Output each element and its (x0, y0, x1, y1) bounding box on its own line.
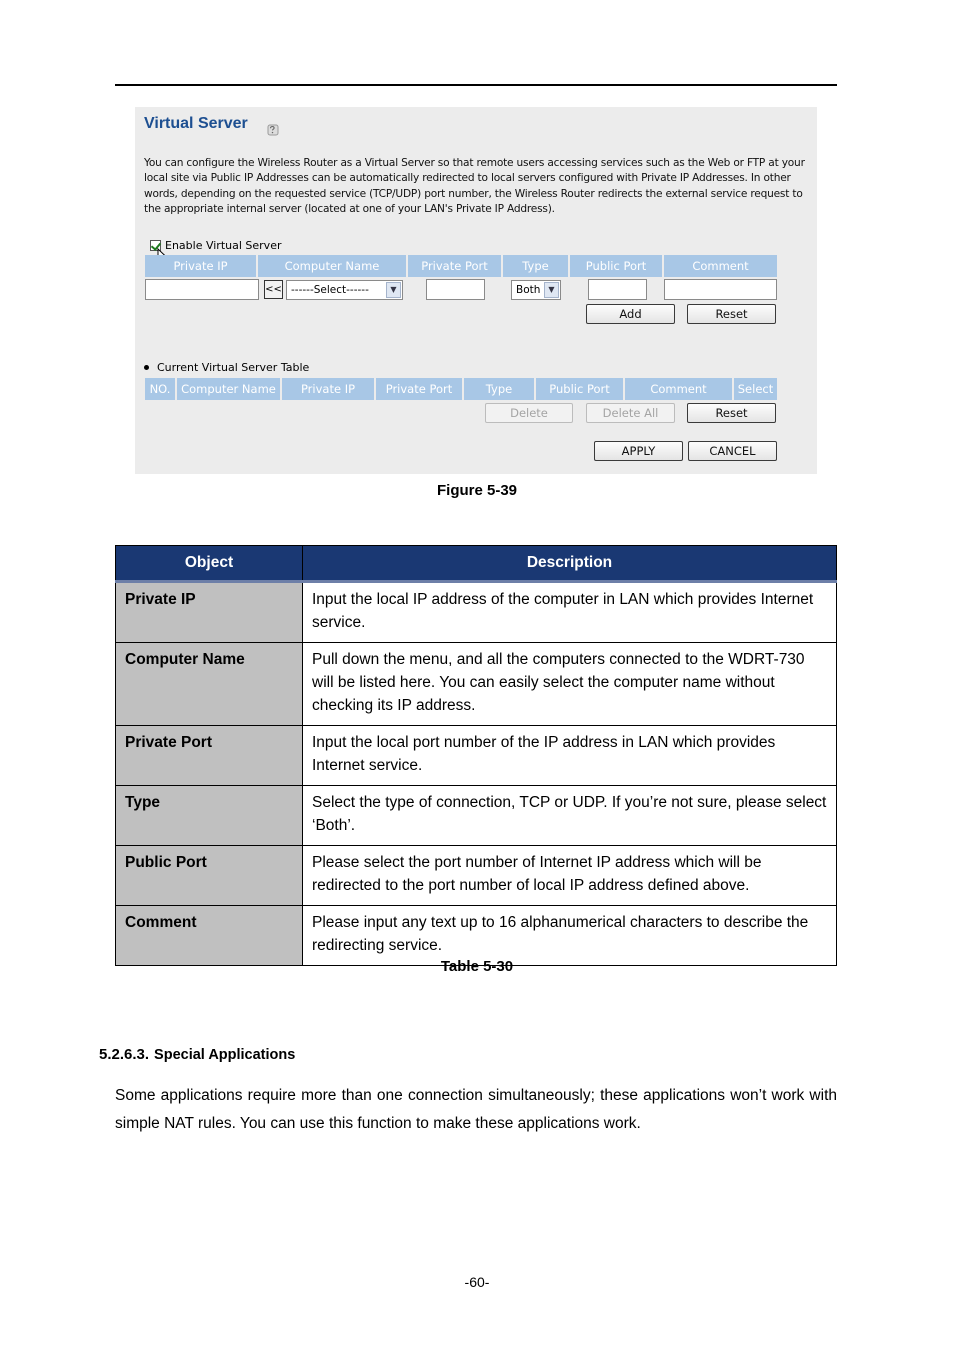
page-number: -60- (464, 1274, 490, 1290)
section-heading (99, 1046, 295, 1063)
private-ip-input[interactable] (145, 279, 259, 300)
public-port-input[interactable] (588, 279, 647, 300)
help-icon[interactable] (265, 122, 279, 136)
description-cell: Input the local IP address of the computer in LAN which provides Internet service. (303, 582, 837, 643)
col-no: NO. (145, 378, 177, 400)
type-value: Both (516, 284, 541, 296)
computer-name-value: ------Select------ (291, 284, 369, 296)
col-private-ip: Private IP (145, 255, 258, 277)
col-private-port: Private Port (376, 378, 464, 400)
cancel-button[interactable]: CANCEL (688, 441, 777, 461)
object-cell: Computer Name (116, 643, 303, 726)
figure-caption: Figure 5-39 (436, 482, 518, 499)
apply-button[interactable]: APPLY (594, 441, 683, 461)
section-number: 5.2.6.3. (99, 1046, 150, 1063)
col-comment: Comment (625, 378, 734, 400)
private-port-input[interactable] (426, 279, 485, 300)
header-object: Object (116, 546, 303, 582)
bullet-icon (144, 365, 149, 370)
table-caption: Table 5-30 (440, 958, 514, 975)
col-private-ip: Private IP (282, 378, 376, 400)
delete-button[interactable]: Delete (485, 403, 573, 423)
object-cell: Private Port (116, 726, 303, 786)
virtual-server-screenshot (135, 107, 817, 474)
description-cell: Input the local port number of the IP address in LAN which provides Internet service. (303, 726, 837, 786)
section-title: Special Applications (154, 1047, 296, 1063)
table-row (116, 786, 837, 846)
reset-table-button[interactable]: Reset (687, 403, 776, 423)
copy-name-button[interactable]: << (264, 280, 283, 299)
current-table-title: Current Virtual Server Table (144, 361, 309, 374)
table-row (116, 643, 837, 726)
col-comment: Comment (664, 255, 777, 277)
chevron-down-icon: ▼ (386, 282, 401, 298)
chevron-down-icon: ▼ (544, 282, 559, 298)
comment-input[interactable] (664, 279, 777, 300)
table-row (116, 582, 837, 643)
reset-button[interactable]: Reset (687, 304, 776, 324)
current-table-header-row (145, 378, 777, 400)
intro-text: You can configure the Wireless Router as a Virtual Server so that remote users accessing services such as the Web or FTP at your local site via Public IP Addresses can be automatically redirected to local servers configured with Private IP Addresses. In other words, depending on the requested service (TCP/UDP) port number, the Wireless Router redirects the external service request to the appropriate internal server (located at one of your LAN's Private IP Address). (144, 157, 805, 216)
table-row (116, 726, 837, 786)
object-cell: Type (116, 786, 303, 846)
col-public-port: Public Port (570, 255, 664, 277)
col-computer-name: Computer Name (258, 255, 408, 277)
type-select[interactable] (511, 280, 561, 300)
table-row (116, 846, 837, 906)
table-row (116, 906, 837, 966)
section-paragraph: Some applications require more than one connection simultaneously; these applications won’t work with simple NAT rules. You can use this function to make these applications work. (115, 1087, 837, 1132)
description-cell: Pull down the menu, and all the computers connected to the WDRT-730 will be listed here. You can easily select the computer name without checking its IP address. (303, 643, 837, 726)
enable-label: Enable Virtual Server (165, 239, 282, 252)
col-private-port: Private Port (408, 255, 503, 277)
header-description: Description (303, 546, 837, 582)
input-header-row (145, 255, 777, 277)
col-public-port: Public Port (536, 378, 625, 400)
description-cell: Please input any text up to 16 alphanumerical characters to describe the redirecting service. (303, 906, 837, 966)
object-cell: Comment (116, 906, 303, 966)
col-computer-name: Computer Name (177, 378, 282, 400)
header-rule (115, 84, 837, 86)
enable-virtual-server[interactable] (150, 239, 281, 252)
description-cell: Please select the port number of Internet IP address which will be redirected to the port number of local IP address defined above. (303, 846, 837, 906)
delete-all-button[interactable]: Delete All (586, 403, 675, 423)
object-description-table (115, 545, 837, 966)
object-cell: Public Port (116, 846, 303, 906)
page-title: Virtual Server (144, 115, 248, 132)
col-type: Type (464, 378, 536, 400)
add-button[interactable]: Add (586, 304, 675, 324)
col-select: Select (734, 378, 777, 400)
description-cell: Select the type of connection, TCP or UDP. If you’re not sure, please select ‘Both’. (303, 786, 837, 846)
col-type: Type (503, 255, 570, 277)
computer-name-select[interactable] (286, 280, 403, 300)
object-cell: Private IP (116, 582, 303, 643)
table-header-row (116, 546, 837, 582)
